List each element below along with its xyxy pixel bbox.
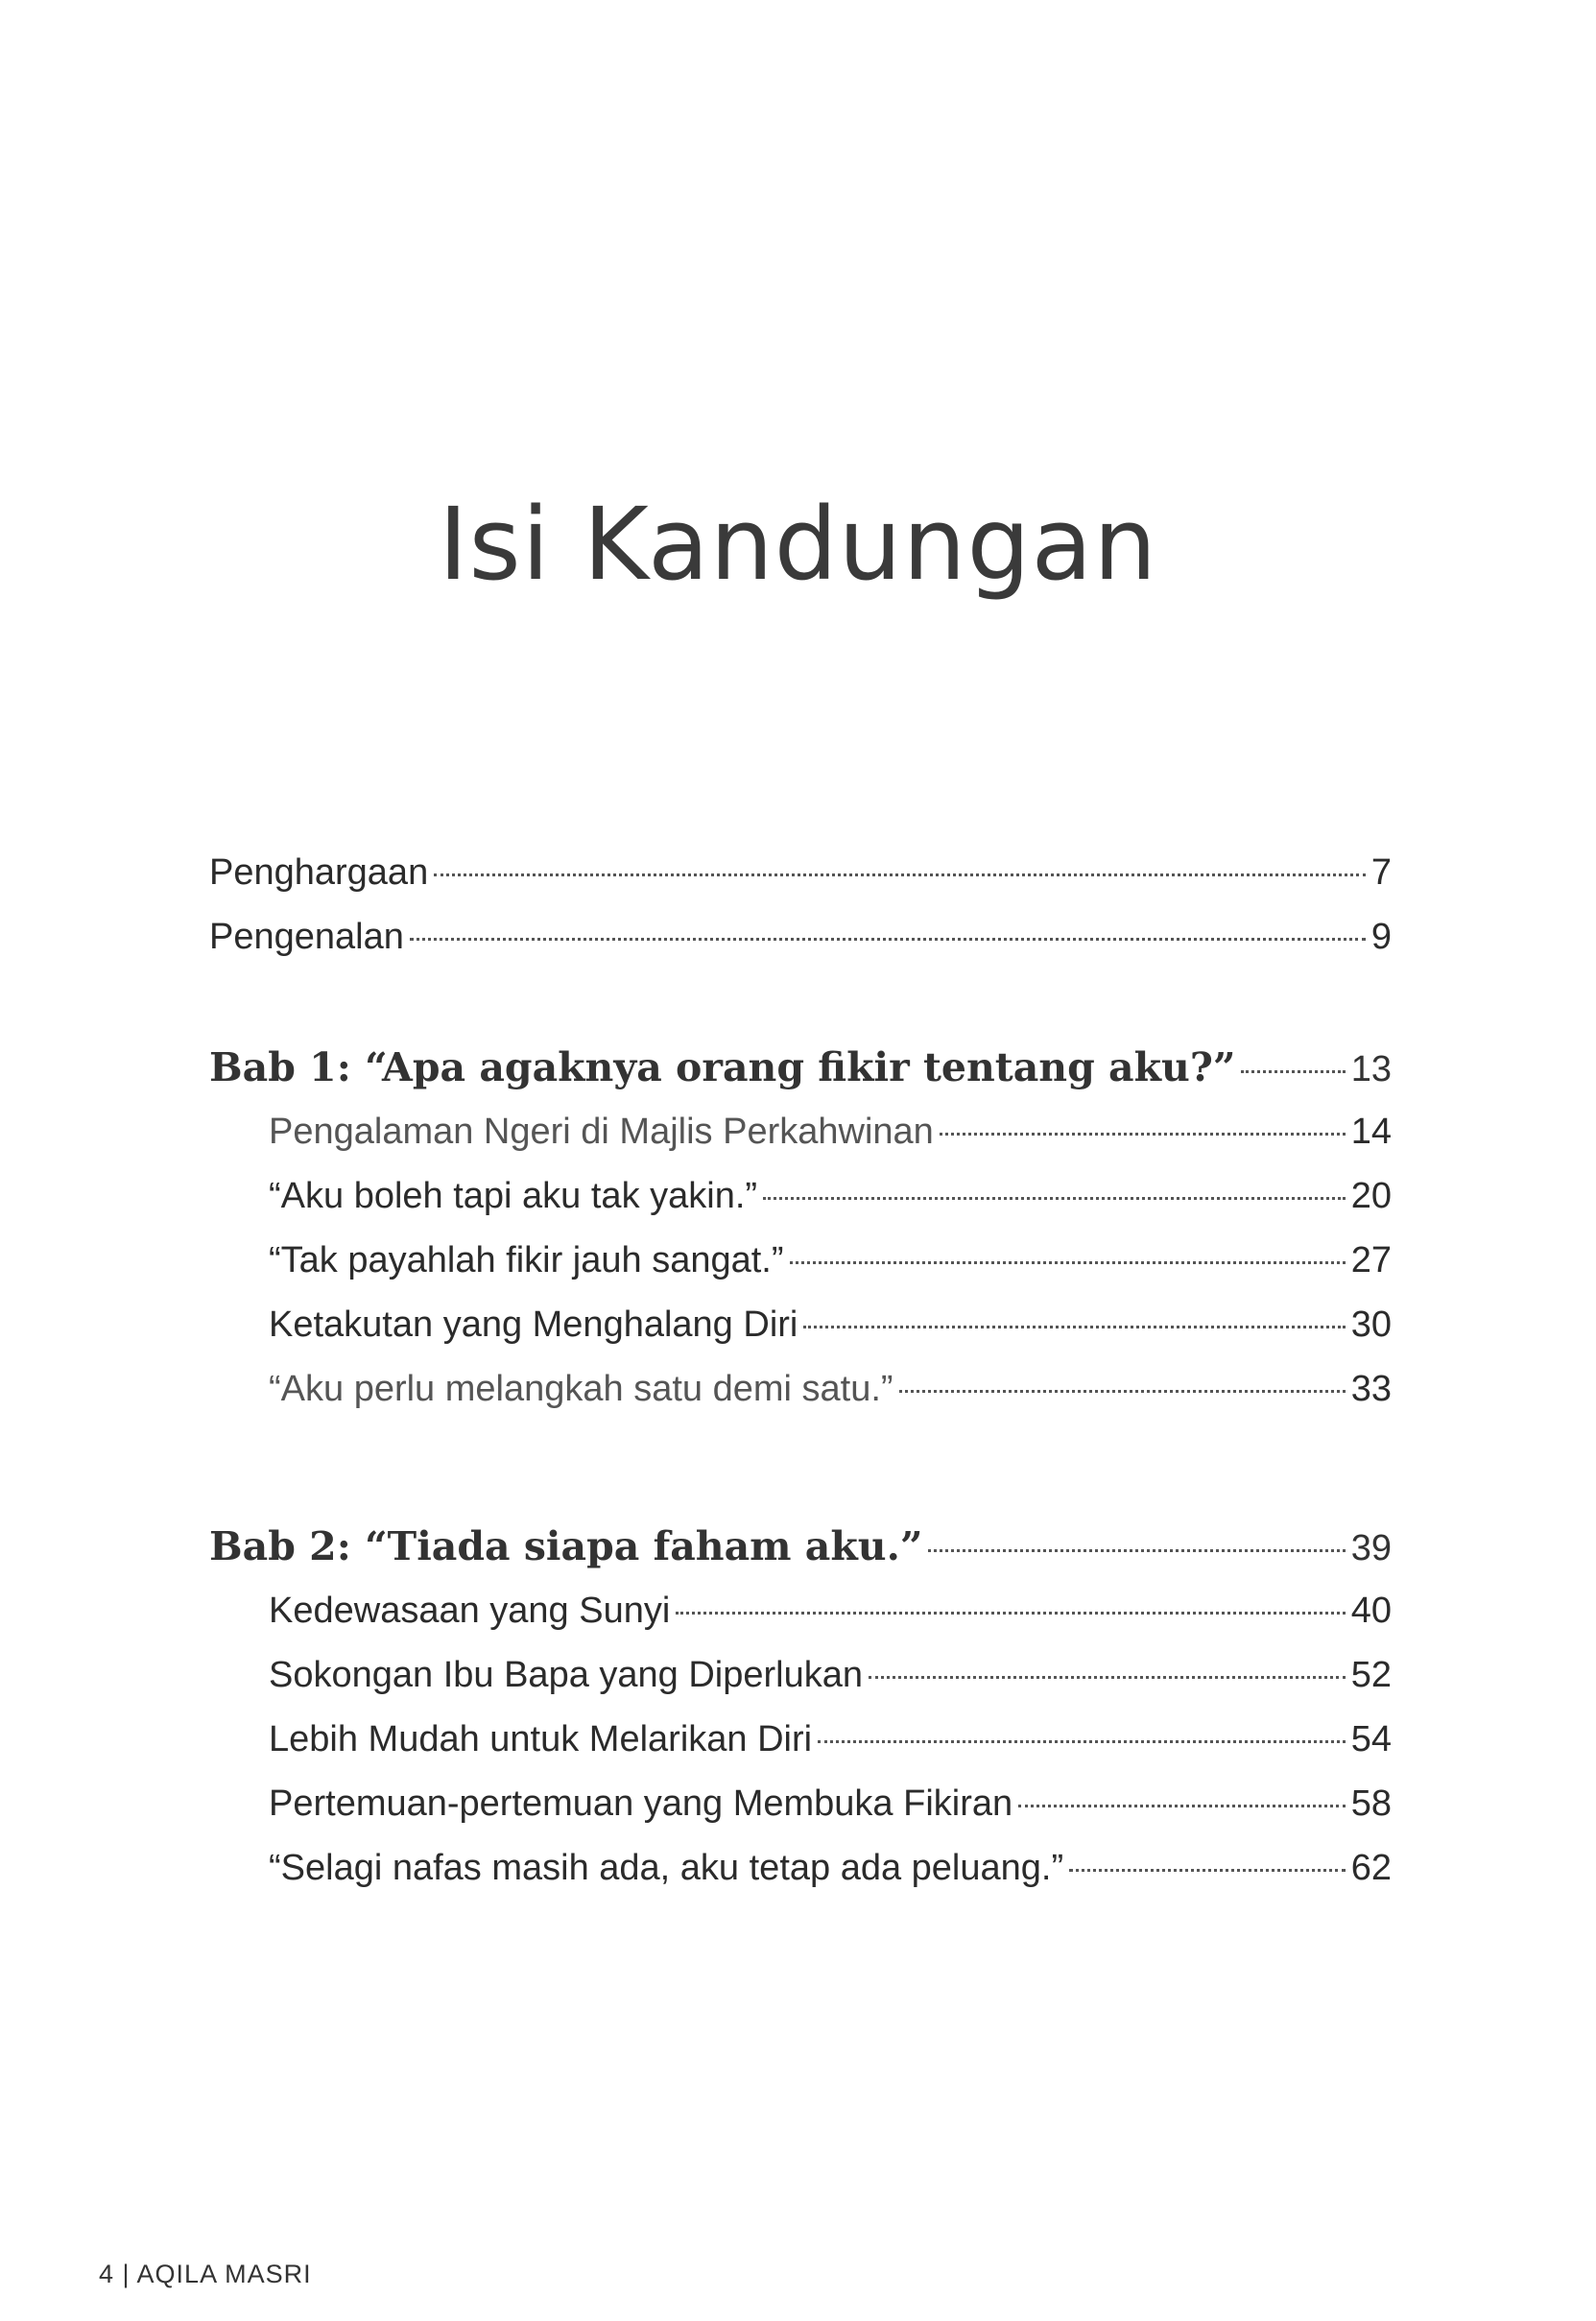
toc-section-page: 52 — [1350, 1655, 1392, 1695]
dot-leader — [803, 1326, 1345, 1328]
toc-section-page: 33 — [1350, 1369, 1392, 1409]
toc-section — [269, 1772, 1392, 1836]
toc-section — [269, 1164, 1392, 1229]
toc-section-label: Lebih Mudah untuk Melarikan Diri — [269, 1719, 813, 1759]
dot-leader — [676, 1612, 1345, 1615]
dot-leader — [1069, 1869, 1346, 1872]
dot-leader — [899, 1390, 1346, 1393]
toc-section — [269, 1229, 1392, 1293]
toc-section-label: “Aku boleh tapi aku tak yakin.” — [269, 1176, 758, 1216]
toc-chapter-1 — [209, 1036, 1392, 1100]
dot-leader — [1241, 1070, 1345, 1073]
table-of-contents — [209, 841, 1392, 1901]
toc-section-page: 58 — [1350, 1783, 1392, 1824]
page-footer: 4 | AQILA MASRI — [99, 2260, 312, 2288]
toc-section-label: “Selagi nafas masih ada, aku tetap ada peluang.” — [269, 1848, 1064, 1888]
toc-section — [269, 1100, 1392, 1164]
toc-entry-pengenalan — [209, 905, 1392, 969]
toc-section-label: Pengalaman Ngeri di Majlis Perkahwinan — [269, 1112, 934, 1152]
toc-section-page: 27 — [1350, 1240, 1392, 1280]
dot-leader — [410, 938, 1366, 941]
toc-entry-page: 9 — [1370, 917, 1392, 957]
toc-section-page: 30 — [1350, 1304, 1392, 1345]
toc-chapter-label: Bab 1: “Apa agaknya orang fikir tentang aku?” — [209, 1044, 1236, 1090]
dot-leader — [818, 1740, 1346, 1743]
page-title: Isi Kandungan — [438, 485, 1158, 603]
dot-leader — [928, 1549, 1345, 1552]
dot-leader — [434, 873, 1366, 876]
toc-section-label: Sokongan Ibu Bapa yang Diperlukan — [269, 1655, 864, 1695]
toc-chapter-2 — [209, 1515, 1392, 1579]
toc-section — [269, 1836, 1392, 1901]
toc-section-page: 14 — [1350, 1112, 1392, 1152]
toc-section-label: Ketakutan yang Menghalang Diri — [269, 1304, 798, 1345]
toc-entry-label: Penghargaan — [209, 852, 429, 893]
toc-section — [269, 1579, 1392, 1643]
toc-chapter-page: 13 — [1350, 1049, 1392, 1089]
toc-section-page: 20 — [1350, 1176, 1392, 1216]
toc-section — [269, 1643, 1392, 1708]
toc-section — [269, 1293, 1392, 1357]
toc-section-label: Kedewasaan yang Sunyi — [269, 1591, 671, 1631]
toc-section-page: 40 — [1350, 1591, 1392, 1631]
dot-leader — [1018, 1805, 1346, 1807]
toc-section — [269, 1708, 1392, 1772]
toc-section-label: Pertemuan-pertemuan yang Membuka Fikiran — [269, 1783, 1013, 1824]
toc-entry-penghargaan — [209, 841, 1392, 905]
toc-entry-page: 7 — [1370, 852, 1392, 893]
dot-leader — [869, 1676, 1346, 1679]
dot-leader — [763, 1197, 1346, 1200]
toc-section-label: “Tak payahlah fikir jauh sangat.” — [269, 1240, 784, 1280]
toc-section-page: 62 — [1350, 1848, 1392, 1888]
toc-section-page: 54 — [1350, 1719, 1392, 1759]
dot-leader — [790, 1261, 1346, 1264]
toc-chapter-page: 39 — [1350, 1528, 1392, 1568]
toc-section — [269, 1357, 1392, 1422]
toc-section-label: “Aku perlu melangkah satu demi satu.” — [269, 1369, 893, 1409]
toc-chapter-label: Bab 2: “Tiada siapa faham aku.” — [209, 1523, 923, 1569]
toc-entry-label: Pengenalan — [209, 917, 404, 957]
dot-leader — [940, 1133, 1346, 1136]
